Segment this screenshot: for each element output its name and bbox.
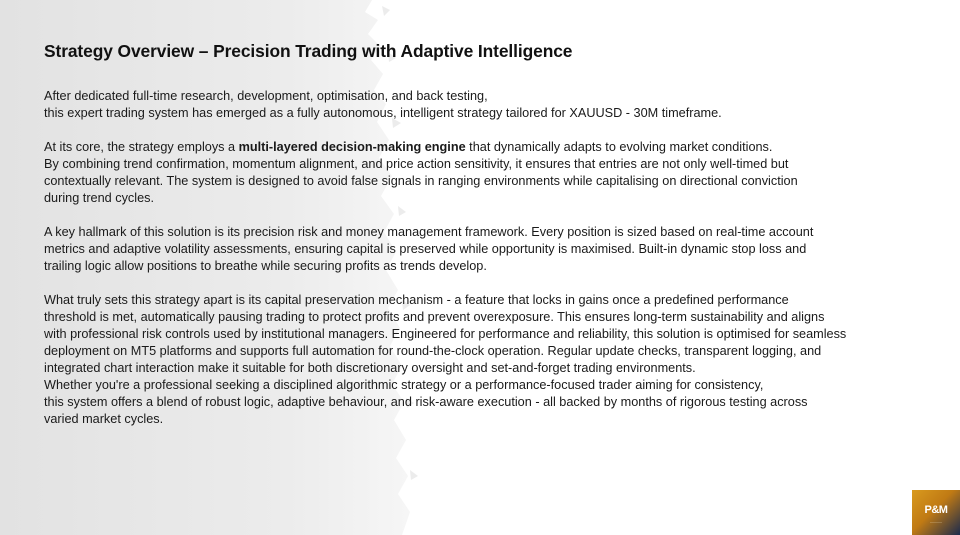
text-line: this expert trading system has emerged as a fully autonomous, intelligent strategy tailored for XAUUSD - 30M timeframe. — [44, 106, 722, 120]
text-line: this system offers a blend of robust logic, adaptive behaviour, and risk-aware execution - all backed by months of rigorous testing across — [44, 395, 808, 409]
text-line: deployment on MT5 platforms and supports full automation for round-the-clock operation. Regular update checks, transparent logging, and — [44, 344, 822, 358]
text-line: threshold is met, automatically pausing trading to protect profits and prevent overexposure. This ensures long-term sustainability and aligns — [44, 310, 825, 324]
text-line: with professional risk controls used by institutional managers. Engineered for performance and reliability, this solution is optimised for seamless — [44, 327, 847, 341]
logo-mark: P&M — [924, 504, 948, 516]
text-line: Whether you're a professional seeking a disciplined algorithmic strategy or a performance-focused trader aiming for consistency, — [44, 378, 764, 392]
text-line: trailing logic allow positions to breathe while securing profits as trends develop. — [44, 259, 487, 273]
document-body — [44, 40, 924, 428]
paragraph-intro — [44, 88, 924, 122]
text-line: By combining trend confirmation, momentum alignment, and price action sensitivity, it ensures that entries are not only well-timed but — [44, 157, 789, 171]
text-line: contextually relevant. The system is designed to avoid false signals in ranging environments while capitalising on directional conviction — [44, 174, 798, 188]
bold-highlight: multi-layered decision-making engine — [238, 140, 466, 154]
text-line: After dedicated full-time research, development, optimisation, and back testing, — [44, 89, 488, 103]
brand-logo — [912, 490, 960, 535]
text-line: integrated chart interaction make it suitable for both discretionary oversight and set-and-forget trading environments. — [44, 361, 696, 375]
paragraph-capital-preservation — [44, 292, 924, 428]
text-line: A key hallmark of this solution is its precision risk and money management framework. Every position is sized based on real-time account — [44, 225, 814, 239]
text-line — [44, 139, 924, 156]
paragraph-core-engine — [44, 139, 924, 207]
text-segment: At its core, the strategy employs a — [44, 140, 239, 154]
paragraph-risk-management — [44, 224, 924, 275]
page-title: Strategy Overview – Precision Trading with Adaptive Intelligence — [44, 41, 573, 61]
text-line: varied market cycles. — [44, 412, 164, 426]
logo-tagline-decoration: ———— — [930, 520, 942, 524]
text-line: metrics and adaptive volatility assessments, ensuring capital is preserved while opportunity is maximised. Built-in dynamic stop loss and — [44, 242, 807, 256]
text-segment: that dynamically adapts to evolving market conditions. — [465, 140, 773, 154]
text-line: What truly sets this strategy apart is its capital preservation mechanism - a feature that locks in gains once a predefined performance — [44, 293, 789, 307]
text-line: during trend cycles. — [44, 191, 155, 205]
